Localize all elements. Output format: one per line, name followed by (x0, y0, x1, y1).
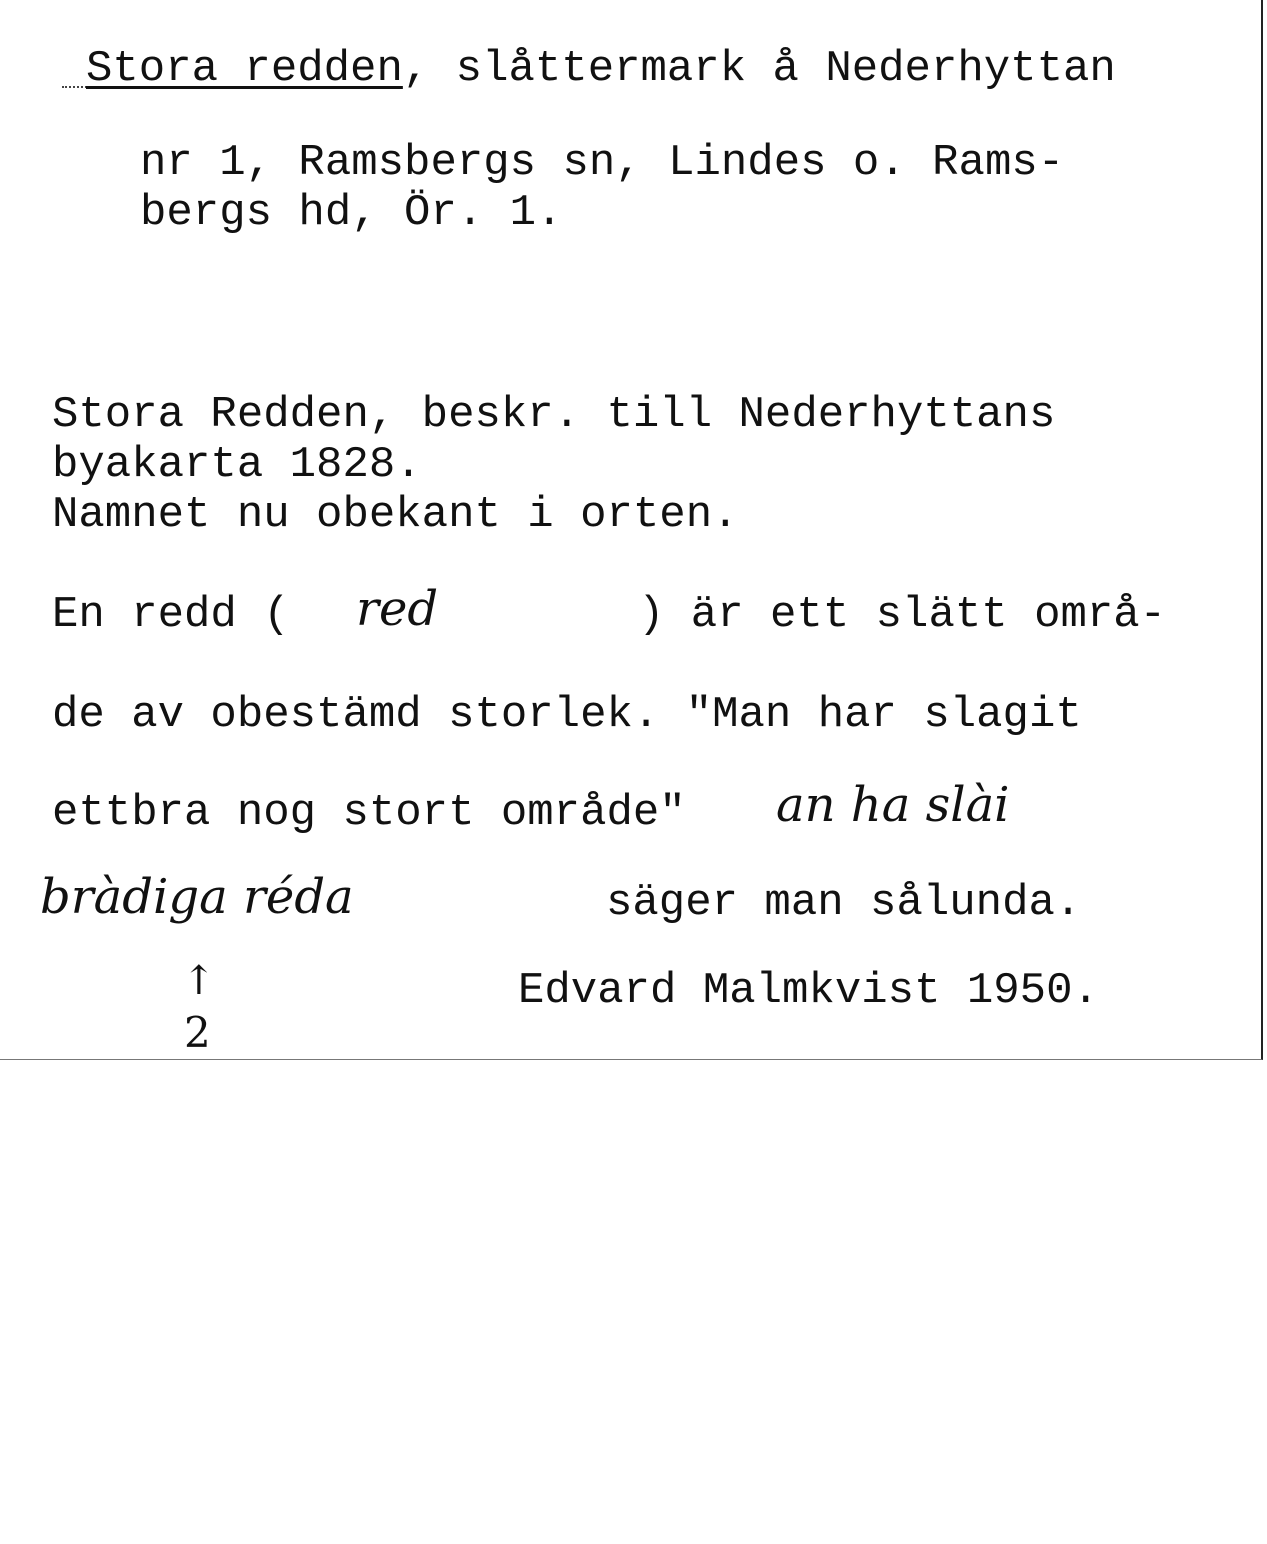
body-line-4a: En redd ( (52, 590, 290, 640)
body-line-7b: säger man sålunda. (606, 878, 1082, 928)
signature: Edvard Malmkvist 1950. (518, 966, 1099, 1016)
card-heading (86, 44, 1116, 94)
body-line-1: Stora Redden, beskr. till Nederhyttans (52, 390, 1056, 440)
footnote-number: 2 (184, 1008, 211, 1057)
body-line-6a: ettbra nog stort område" (52, 788, 686, 838)
footnote-arrow: ↑ (182, 958, 216, 1004)
heading-rest: , slåttermark å Nederhyttan (402, 44, 1116, 94)
location-line-2: bergs hd, Ör. 1. (140, 188, 563, 238)
handwritten-red: red (356, 581, 439, 637)
location-line-1: nr 1, Ramsbergs sn, Lindes o. Rams- (140, 138, 1065, 188)
body-line-3: Namnet nu obekant i orten. (52, 490, 739, 540)
body-line-4b: ) är ett slätt områ- (638, 590, 1167, 640)
heading-name: Stora redden (86, 44, 403, 94)
body-line-5: de av obestämd storlek. "Man har slagit (52, 690, 1082, 740)
handwritten-dialect-1: an ha slài (776, 777, 1010, 833)
body-line-2: byakarta 1828. (52, 440, 422, 490)
handwritten-dialect-2: bràdiga réda (40, 869, 354, 925)
